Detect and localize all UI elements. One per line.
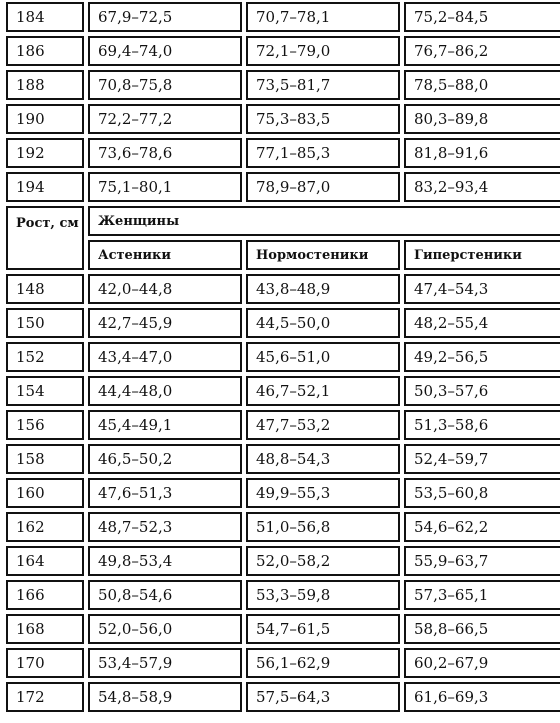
height-cell: 160 (6, 478, 84, 508)
asthenic-cell: 54,8–58,9 (88, 682, 242, 712)
table-row (6, 580, 560, 610)
table-row (6, 2, 560, 32)
hypersthenic-cell: 61,6–69,3 (404, 682, 560, 712)
asthenic-cell: 75,1–80,1 (88, 172, 242, 202)
column-header-row (6, 240, 560, 270)
table-row (6, 512, 560, 542)
height-cell: 186 (6, 36, 84, 66)
hypersthenic-cell: 49,2–56,5 (404, 342, 560, 372)
section-header-row (6, 206, 560, 236)
men-rows (6, 2, 560, 202)
height-cell: 184 (6, 2, 84, 32)
hypersthenic-cell: 58,8–66,5 (404, 614, 560, 644)
women-header (6, 206, 560, 270)
hypersthenic-cell: 51,3–58,6 (404, 410, 560, 440)
table-row (6, 478, 560, 508)
height-column-header: Рост, см (6, 206, 84, 270)
asthenic-cell: 46,5–50,2 (88, 444, 242, 474)
asthenic-cell: 43,4–47,0 (88, 342, 242, 372)
normosthenic-cell: 78,9–87,0 (246, 172, 400, 202)
table-row (6, 614, 560, 644)
asthenic-cell: 45,4–49,1 (88, 410, 242, 440)
table-row (6, 546, 560, 576)
asthenic-cell: 73,6–78,6 (88, 138, 242, 168)
column-header-asthenic: Астеники (88, 240, 242, 270)
hypersthenic-cell: 83,2–93,4 (404, 172, 560, 202)
hypersthenic-cell: 57,3–65,1 (404, 580, 560, 610)
normosthenic-cell: 53,3–59,8 (246, 580, 400, 610)
height-cell: 148 (6, 274, 84, 304)
normosthenic-cell: 48,8–54,3 (246, 444, 400, 474)
normosthenic-cell: 72,1–79,0 (246, 36, 400, 66)
asthenic-cell: 67,9–72,5 (88, 2, 242, 32)
height-cell: 190 (6, 104, 84, 134)
hypersthenic-cell: 60,2–67,9 (404, 648, 560, 678)
height-cell: 192 (6, 138, 84, 168)
normosthenic-cell: 52,0–58,2 (246, 546, 400, 576)
table-row (6, 36, 560, 66)
hypersthenic-cell: 78,5–88,0 (404, 70, 560, 100)
hypersthenic-cell: 50,3–57,6 (404, 376, 560, 406)
table-row (6, 308, 560, 338)
normosthenic-cell: 70,7–78,1 (246, 2, 400, 32)
normosthenic-cell: 47,7–53,2 (246, 410, 400, 440)
column-header-hypersthenic: Гиперстеники (404, 240, 560, 270)
hypersthenic-cell: 76,7–86,2 (404, 36, 560, 66)
height-cell: 152 (6, 342, 84, 372)
height-cell: 156 (6, 410, 84, 440)
normosthenic-cell: 45,6–51,0 (246, 342, 400, 372)
height-cell: 154 (6, 376, 84, 406)
asthenic-cell: 52,0–56,0 (88, 614, 242, 644)
normosthenic-cell: 44,5–50,0 (246, 308, 400, 338)
table-row (6, 70, 560, 100)
asthenic-cell: 42,0–44,8 (88, 274, 242, 304)
height-cell: 168 (6, 614, 84, 644)
height-cell: 172 (6, 682, 84, 712)
hypersthenic-cell: 47,4–54,3 (404, 274, 560, 304)
hypersthenic-cell: 81,8–91,6 (404, 138, 560, 168)
normosthenic-cell: 56,1–62,9 (246, 648, 400, 678)
normosthenic-cell: 54,7–61,5 (246, 614, 400, 644)
normosthenic-cell: 57,5–64,3 (246, 682, 400, 712)
hypersthenic-cell: 52,4–59,7 (404, 444, 560, 474)
table-row (6, 648, 560, 678)
hypersthenic-cell: 80,3–89,8 (404, 104, 560, 134)
column-header-normosthenic: Нормостеники (246, 240, 400, 270)
table-row (6, 682, 560, 712)
table-row (6, 274, 560, 304)
asthenic-cell: 50,8–54,6 (88, 580, 242, 610)
table-row (6, 172, 560, 202)
weight-norms-table (2, 0, 560, 716)
height-cell: 162 (6, 512, 84, 542)
asthenic-cell: 47,6–51,3 (88, 478, 242, 508)
height-cell: 188 (6, 70, 84, 100)
height-cell: 194 (6, 172, 84, 202)
women-rows (6, 274, 560, 712)
height-cell: 158 (6, 444, 84, 474)
asthenic-cell: 69,4–74,0 (88, 36, 242, 66)
asthenic-cell: 48,7–52,3 (88, 512, 242, 542)
height-cell: 150 (6, 308, 84, 338)
hypersthenic-cell: 54,6–62,2 (404, 512, 560, 542)
table-row (6, 342, 560, 372)
table-row (6, 410, 560, 440)
hypersthenic-cell: 55,9–63,7 (404, 546, 560, 576)
hypersthenic-cell: 48,2–55,4 (404, 308, 560, 338)
asthenic-cell: 72,2–77,2 (88, 104, 242, 134)
normosthenic-cell: 49,9–55,3 (246, 478, 400, 508)
asthenic-cell: 70,8–75,8 (88, 70, 242, 100)
normosthenic-cell: 43,8–48,9 (246, 274, 400, 304)
asthenic-cell: 53,4–57,9 (88, 648, 242, 678)
height-cell: 164 (6, 546, 84, 576)
table-row (6, 104, 560, 134)
normosthenic-cell: 75,3–83,5 (246, 104, 400, 134)
table-row (6, 376, 560, 406)
asthenic-cell: 44,4–48,0 (88, 376, 242, 406)
hypersthenic-cell: 53,5–60,8 (404, 478, 560, 508)
height-cell: 170 (6, 648, 84, 678)
height-cell: 166 (6, 580, 84, 610)
section-title-women: Женщины (88, 206, 560, 236)
normosthenic-cell: 73,5–81,7 (246, 70, 400, 100)
normosthenic-cell: 46,7–52,1 (246, 376, 400, 406)
asthenic-cell: 42,7–45,9 (88, 308, 242, 338)
table-row (6, 444, 560, 474)
normosthenic-cell: 77,1–85,3 (246, 138, 400, 168)
hypersthenic-cell: 75,2–84,5 (404, 2, 560, 32)
normosthenic-cell: 51,0–56,8 (246, 512, 400, 542)
asthenic-cell: 49,8–53,4 (88, 546, 242, 576)
table-row (6, 138, 560, 168)
